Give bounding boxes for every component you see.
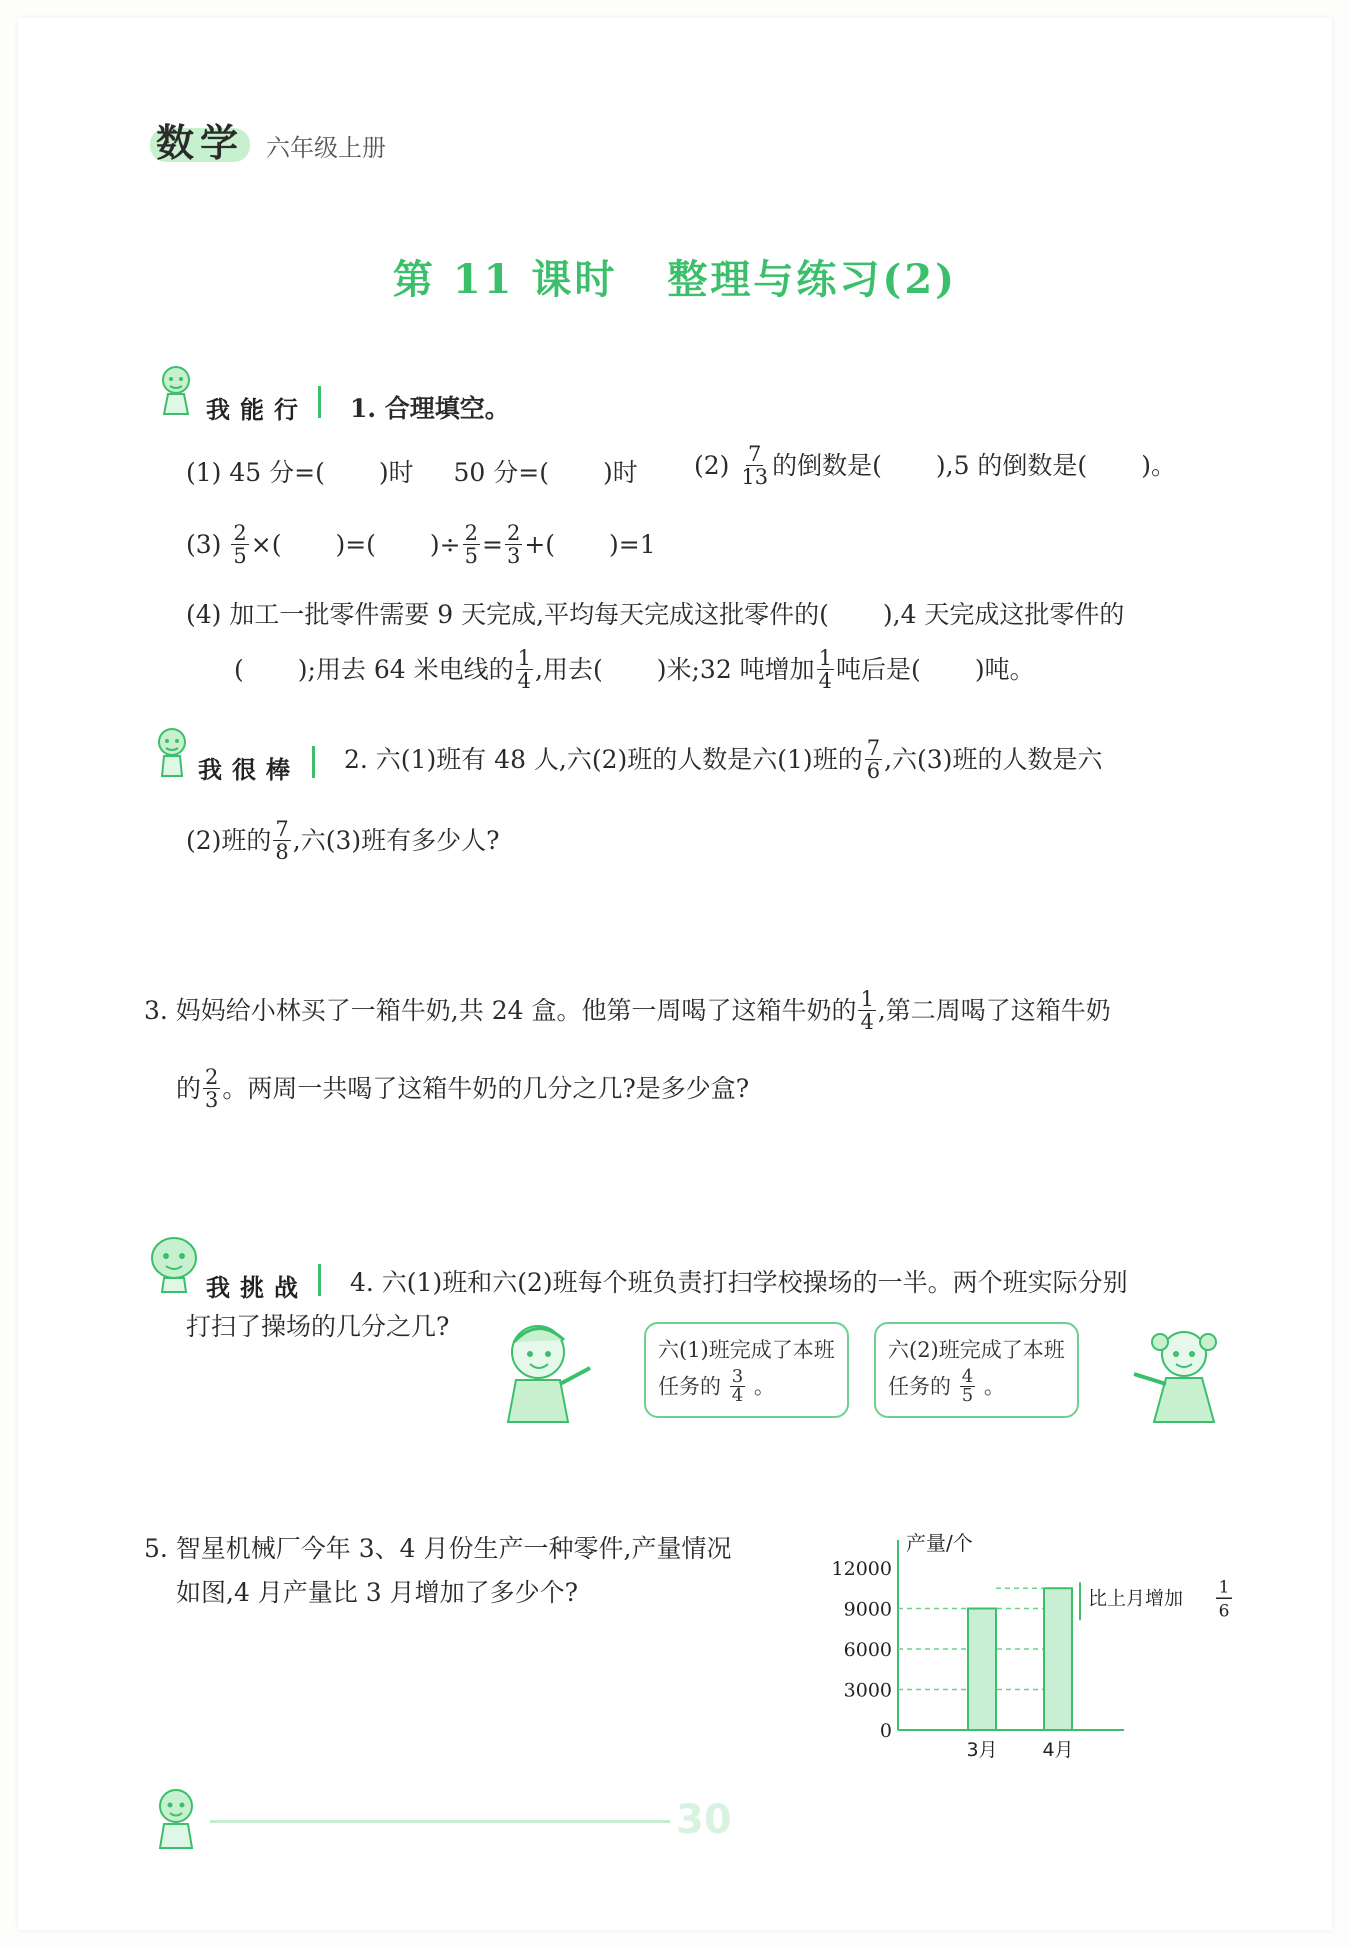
badge-divider — [318, 1264, 321, 1296]
lesson-topic: 整理与练习(2) — [667, 256, 958, 303]
badge-divider — [312, 746, 315, 778]
mascot-girl-icon — [150, 362, 202, 422]
mascot-child-icon — [146, 724, 198, 784]
badge-wo-hen-bang: 我很棒 — [198, 756, 300, 784]
badge-wo-tiao-zhan: 我挑战 — [206, 1274, 308, 1302]
badge-wo-neng-xing: 我能行 — [206, 396, 308, 424]
q4-line2: 打扫了操场的几分之几? — [186, 1312, 450, 1341]
y-axis-label: 产量/个 — [906, 1531, 973, 1555]
q2-line2: (2)班的 $\frac{7}{8}$ ,六(3)班有多少人? — [186, 817, 500, 865]
speech-bubble-class1: 六(1)班完成了本班 任务的 $\frac{3}{4}$ 。 — [644, 1322, 849, 1418]
lesson-number: 第 11 课时 — [392, 256, 618, 303]
production-chart — [820, 1530, 1250, 1780]
annotation-frac-den: 6 — [1218, 1601, 1230, 1622]
y-tick-label: 9000 — [843, 1598, 892, 1621]
y-tick-label: 12000 — [831, 1558, 892, 1580]
x-tick-label: 4月 — [1042, 1739, 1074, 1761]
annotation-frac-num: 1 — [1218, 1577, 1230, 1598]
y-tick-label: 3000 — [843, 1679, 892, 1702]
boy-illustration-icon — [486, 1318, 598, 1426]
q3-line2: 的 $\frac{2}{3}$ 。两周一共喝了这箱牛奶的几分之几?是多少盒? — [176, 1065, 750, 1113]
q1-part3: (3) $\frac{2}{5}$ ×( )=( )÷ $\frac{2}{5}$ = $\frac{2}{3}$ +( )=1 — [186, 521, 656, 569]
badge-divider — [318, 386, 321, 418]
speech-bubble-class2: 六(2)班完成了本班 任务的 $\frac{4}{5}$ 。 — [874, 1322, 1079, 1418]
footer-line — [210, 1820, 670, 1823]
bar-1 — [968, 1609, 996, 1731]
x-tick-label: 3月 — [966, 1739, 998, 1761]
q3-line1: 3. 妈妈给小林买了一箱牛奶,共 24 盒。他第一周喝了这箱牛奶的 $\frac{1}{4}$ ,第二周喝了这箱牛奶 — [144, 987, 1111, 1035]
q1-part4-line2: ( );用去 64 米电线的 $\frac{1}{4}$ ,用去( )米;32 吨增加 $\frac{1}{4}$ 吨后是( )吨。 — [234, 646, 1035, 694]
q5-line2: 如图,4 月产量比 3 月增加了多少个? — [176, 1578, 579, 1607]
production-chart-svg — [820, 1530, 1250, 1780]
header-subject: 数学 — [156, 121, 245, 165]
q5-line1: 5. 智星机械厂今年 3、4 月份生产一种零件,产量情况 — [144, 1534, 732, 1563]
page-number: 30 — [676, 1797, 732, 1843]
mascot-cartoon-icon — [144, 1232, 204, 1296]
q1-part2: (2) $\frac{7}{13}$ 的倒数是( ),5 的倒数是( )。 — [694, 442, 1176, 490]
q1-part1: (1) 45 分=( )时 50 分=( )时 — [186, 458, 638, 487]
footer-mascot-icon — [146, 1784, 208, 1854]
lesson-title — [0, 248, 1350, 305]
q1-part4-line1: (4) 加工一批零件需要 9 天完成,平均每天完成这批零件的( ),4 天完成这批零件的 — [186, 600, 1125, 629]
header-grade: 六年级上册 — [266, 134, 386, 162]
annotation-label: 比上月增加 — [1088, 1587, 1184, 1610]
y-tick-label: 6000 — [843, 1639, 892, 1661]
girl-illustration-icon — [1126, 1322, 1230, 1426]
q4-line1: 4. 六(1)班和六(2)班每个班负责打扫学校操场的一半。两个班实际分别 — [350, 1268, 1128, 1297]
q2-line1: 2. 六(1)班有 48 人,六(2)班的人数是六(1)班的 $\frac{7}{6}$ ,六(3)班的人数是六 — [344, 736, 1103, 784]
y-tick-label: 0 — [879, 1720, 892, 1742]
bar-2 — [1044, 1588, 1072, 1730]
q1-title: 1. 合理填空。 — [350, 394, 510, 423]
